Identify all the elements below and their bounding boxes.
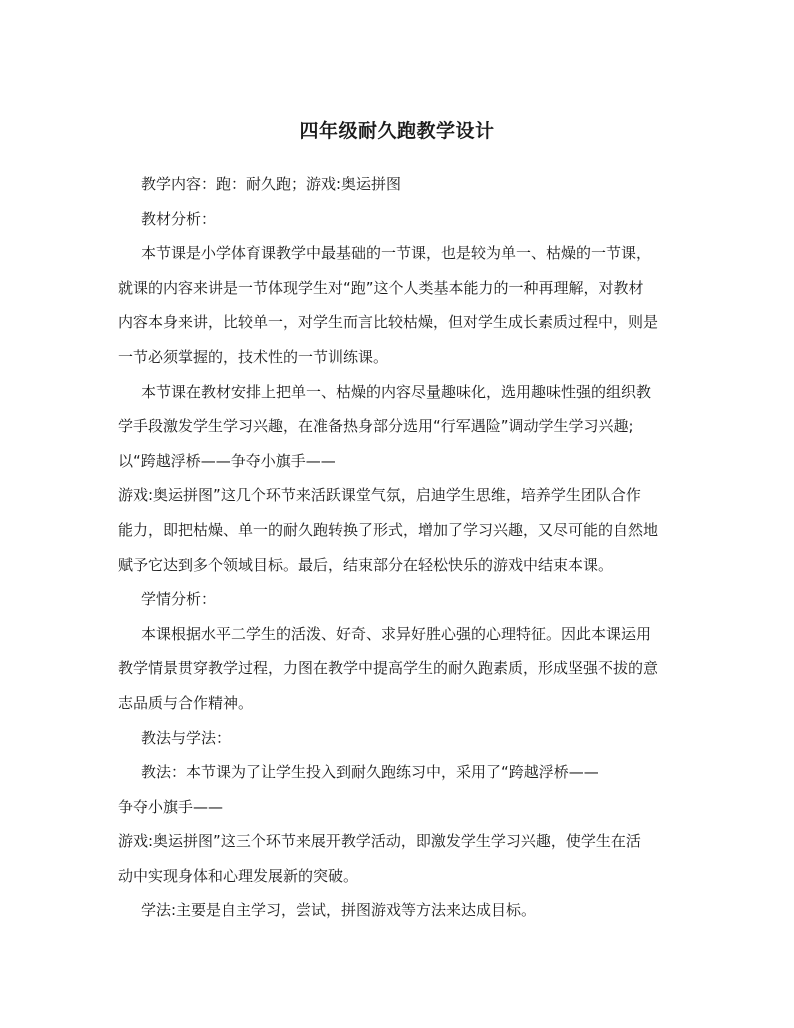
text-line: 教法：本节课为了让学生投入到耐久跑练习中，采用了“跨越浮桥—— [141, 763, 599, 782]
text-line: 能力，即把枯燥、单一的耐久跑转换了形式，增加了学习兴趣，又尽可能的自然地 [118, 520, 659, 539]
text-line: 赋予它达到多个领域目标。最后，结束部分在轻松快乐的游戏中结束本课。 [118, 555, 614, 574]
text-line: 学手段激发学生学习兴趣，在准备热身部分选用“行军遇险”调动学生学习兴趣; [118, 417, 634, 436]
text-line: 志品质与合作精神。 [118, 693, 254, 712]
text-line: 以“跨越浮桥——争夺小旗手—— [118, 451, 336, 470]
text-line: 教学情景贯穿教学过程，力图在教学中提高学生的耐久跑素质，形成坚强不拔的意 [118, 659, 659, 678]
text-line: 动中实现身体和心理发展新的突破。 [118, 866, 359, 885]
text-line: 学法:主要是自主学习，尝试，拼图游戏等方法来达成目标。 [141, 901, 537, 920]
text-line: 内容本身来讲，比较单一，对学生而言比较枯燥，但对学生成长素质过程中，则是 [118, 313, 659, 332]
text-line: 游戏:奥运拼图”这三个环节来展开教学活动，即激发学生学习兴趣，使学生在活 [118, 832, 641, 851]
document-title: 四年级耐久跑教学设计 [299, 120, 495, 142]
section-heading: 教法与学法： [141, 728, 232, 747]
text-line: 争夺小旗手—— [118, 797, 224, 816]
text-line: 一节必须掌握的，技术性的一节训练课。 [118, 347, 389, 366]
section-heading: 教材分析： [141, 209, 217, 228]
text-line: 本节课是小学体育课教学中最基础的一节课，也是较为单一、枯燥的一节课， [141, 244, 652, 263]
text-line: 教学内容：跑：耐久跑；游戏:奥运拼图 [141, 175, 402, 193]
text-line: 本课根据水平二学生的活泼、好奇、求异好胜心强的心理特征。因此本课运用 [141, 624, 652, 643]
text-line: 本节课在教材安排上把单一、枯燥的内容尽量趣味化，选用趣味性强的组织教 [141, 382, 652, 401]
text-line: 就课的内容来讲是一节体现学生对“跑”这个人类基本能力的一种再理解，对教材 [118, 278, 644, 297]
document-body [118, 167, 688, 928]
section-heading: 学情分析： [141, 590, 217, 609]
text-line: 游戏:奥运拼图”这几个环节来活跃课堂气氛，启迪学生思维，培养学生团队合作 [118, 486, 641, 505]
